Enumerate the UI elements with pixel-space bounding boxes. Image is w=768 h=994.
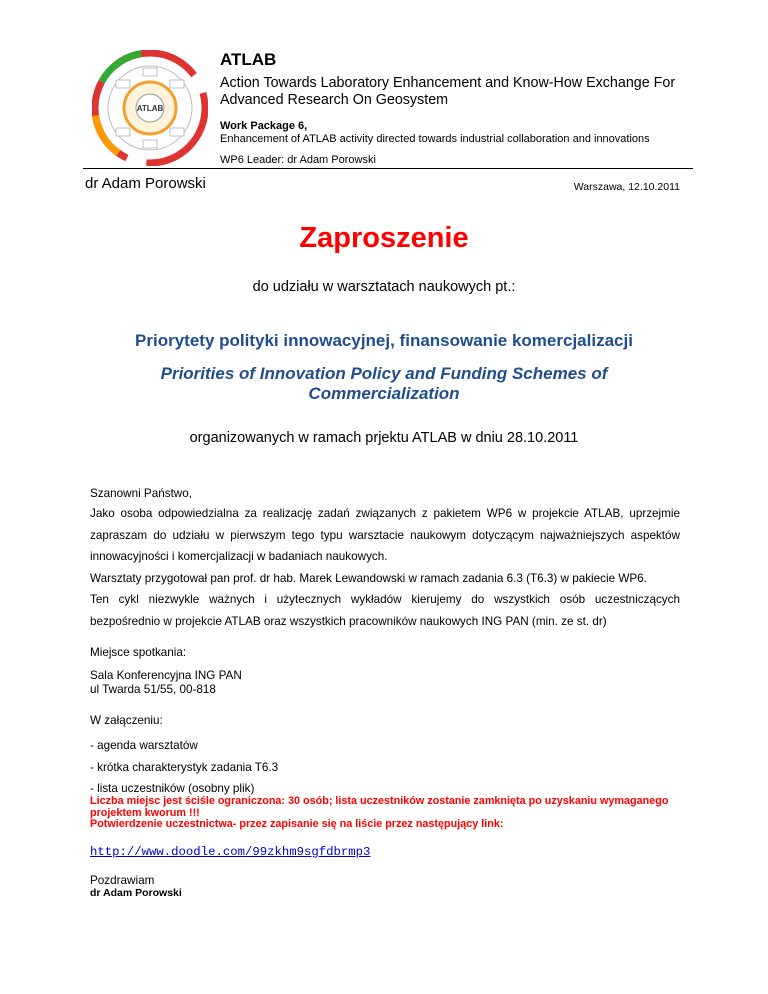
project-full-name: Action Towards Laboratory Enhancement and Know-How Exchange For Advanced Research On Geosystem: [220, 75, 676, 108]
paragraph-1: Jako osoba odpowiedzialna za realizację zadań związanych z pakietem WP6 w projekcie ATLAB, uprzejmie zapraszam do udziału w pierwszym tego typu warsztacie naukowym dotyczącym najważniejszych aspektów innowacyjności i komercjalizacji w badaniach naukowych.: [90, 507, 680, 563]
attachment-item: - agenda warsztatów: [90, 739, 198, 752]
venue-line-2: ul Twarda 51/55, 00-818: [90, 683, 216, 696]
work-package-label: Work Package 6,: [220, 120, 308, 132]
attachments-list: [90, 735, 680, 800]
body-paragraphs: [90, 503, 680, 632]
venue-line-1: Sala Konferencyjna ING PAN: [90, 669, 242, 682]
workshop-title-en: Priorities of Innovation Policy and Funding Schemes of Commercialization: [160, 364, 608, 403]
notice-line-1: Liczba miejsc jest ściśle ograniczona: 30 osób; lista uczestników zostanie zamknięta po uzyskaniu wymaganego projektem kworum !!!: [90, 795, 669, 819]
paragraph-2: Warsztaty przygotował pan prof. dr hab. Marek Lewandowski w ramach zadania 6.3 (T6.3) w pakiecie WP6.: [90, 571, 647, 585]
invite-line: do udziału w warsztatach naukowych pt.:: [252, 279, 516, 295]
notice: [90, 796, 690, 831]
closing: Pozdrawiam: [90, 874, 155, 887]
atlab-logo: [92, 50, 208, 166]
attachments-label: W załączeniu:: [90, 714, 163, 727]
wp-leader: WP6 Leader: dr Adam Porowski: [220, 154, 376, 166]
workshop-title-pl: Priorytety polityki innowacyjnej, finansowanie komercjalizacji: [135, 331, 633, 350]
project-name: ATLAB: [220, 50, 277, 69]
work-package-desc: Enhancement of ATLAB activity directed towards industrial collaboration and innovations: [220, 133, 650, 145]
author: dr Adam Porowski: [85, 175, 206, 192]
organized-line: organizowanych w ramach prjektu ATLAB w dniu 28.10.2011: [189, 430, 579, 446]
attachment-item: - krótka charakterystyk zadania T6.3: [90, 760, 279, 774]
greeting: Szanowni Państwo,: [90, 487, 192, 500]
venue-label: Miejsce spotkania:: [90, 646, 187, 659]
signature: dr Adam Porowski: [90, 887, 182, 899]
paragraph-3: Ten cykl niezwykle ważnych i użytecznych wykładów kierujemy do wszystkich osób uczestniczących bezpośrednio w projekcie ATLAB oraz wszystkich pracowników naukowych ING PAN (min. ze st. dr): [90, 593, 680, 628]
logo-text: ATLAB: [136, 104, 164, 113]
place-date: Warszawa, 12.10.2011: [573, 181, 680, 193]
header-divider: [83, 168, 693, 169]
attachment-item: - lista uczestników (osobny plik): [90, 782, 255, 795]
notice-line-2: Potwierdzenie uczestnictwa- przez zapisanie się na liście przez następujący link:: [90, 818, 504, 830]
venue-address: [90, 669, 680, 697]
page-title: Zaproszenie: [299, 222, 469, 254]
doodle-link[interactable]: http://www.doodle.com/99zkhm9sgfdbrmp3: [90, 845, 371, 859]
